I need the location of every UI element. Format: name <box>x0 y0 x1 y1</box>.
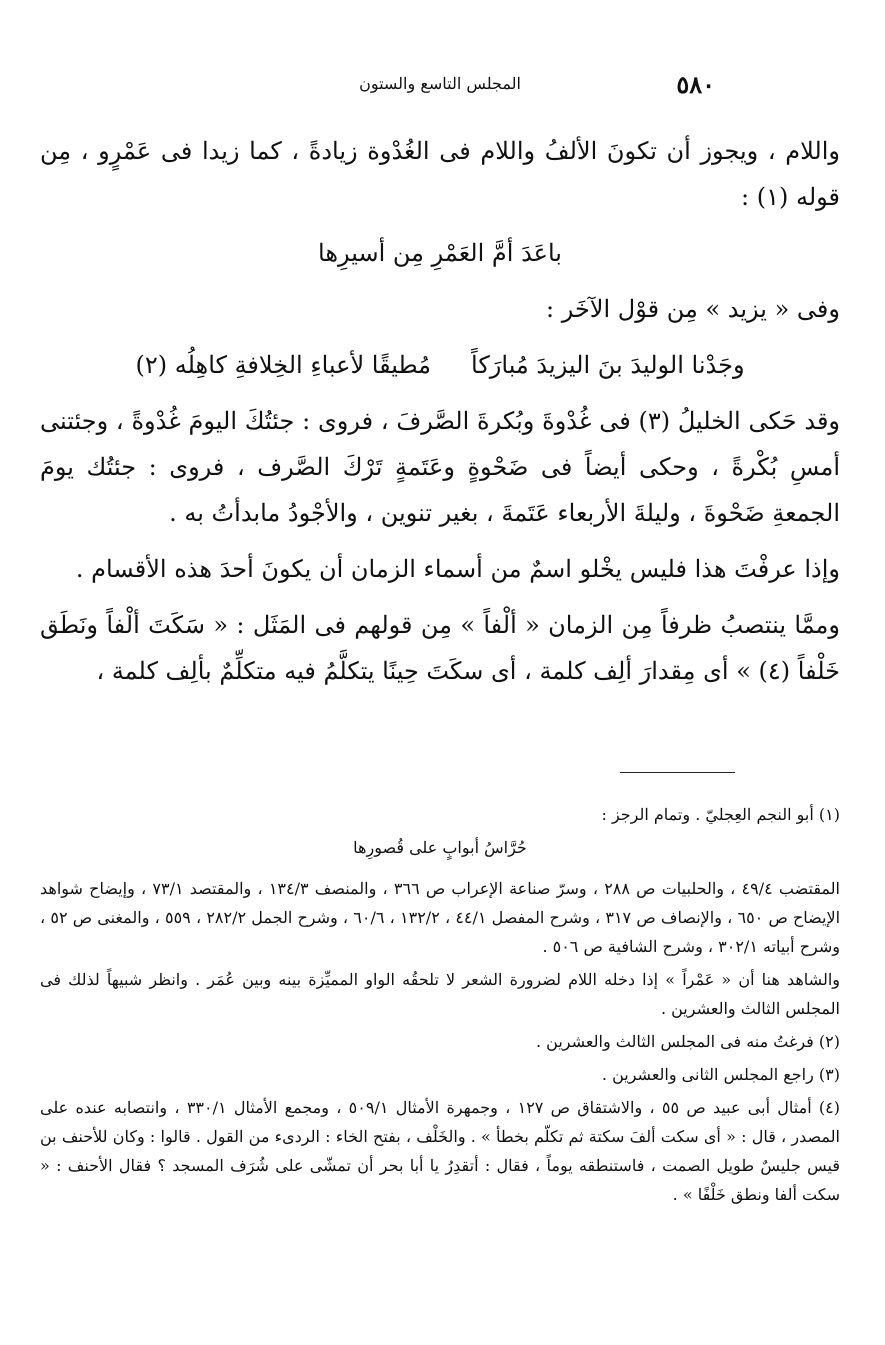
page-header <box>40 70 840 106</box>
footnote-verse: حُرَّاسُ أبوابٍ على قُصورِها <box>353 838 527 857</box>
footnote-3: (٣) راجع المجلس الثانى والعشرين . <box>601 1065 840 1084</box>
footnote-divider <box>620 772 735 773</box>
verse-line: باعَدَ أمَّ العَمْرِ مِن أسيرِها <box>318 239 562 267</box>
paragraph: وقد حَكى الخليلُ (٣) فى غُدْوةَ وبُكرةَ الصَّرفَ ، فروى : جئتُكَ اليومَ غُدْوةً ، وجئتنى أمسِ بُكْرةً ، وحكى أيضاً فى ضَحْوةٍ وعَتَمةٍ تَرْكَ الصَّرف ، فروى : جئتُك يومَ الجمعةِ ضَحْوةَ ، وليلةَ الأربعاء عَتَمةَ ، بغير تنوين ، والأجْودُ مابدأتُ به . <box>40 407 841 527</box>
paragraph: وإذا عرفْتَ هذا فليس يخْلو اسمٌ من أسماء الزمان أن يكونَ أحدَ هذه الأقسام . <box>75 555 840 583</box>
footnotes <box>40 800 840 1213</box>
paragraph: وممَّا ينتصبُ ظرفاً مِن الزمان « ألْفاً » مِن قولهم فى المَثَل : « سَكَتَ ألْفاً ونَطَق خَلْفاً (٤) » أى مِقدارَ ألِف كلمة ، أى سكَتَ حِينًا يتكلَّمُ فيه متكلِّمٌ بألِف كلمة ، <box>40 611 840 685</box>
chapter-title: المجلس التاسع والستون <box>359 74 521 93</box>
footnote-references: المقتضب ٤٩/٤ ، والحلبيات ص ٢٨٨ ، وسرّ صناعة الإعراب ص ٣٦٦ ، والمنصف ١٣٤/٣ ، والمقتصد ٧٣/١ ، وإيضاح شواهد الإيضاح ص ٦٥٠ ، والإنصاف ص ٣١٧ ، وشرح المفصل ٤٤/١ ، ١٣٢/٢ ، ٦٠/٦ ، وشرح الجمل ٢٨٢/٢ ، ٥٥٩ ، والمغنى ص ٥٢ ، وشرح أبياته ٣٠٢/١ ، وشرح الشافية ص ٥٠٦ . <box>40 879 841 956</box>
verse-hemistich-second: مُطيقًا لأعباءِ الخِلافةِ كاهِلُه (٢) <box>135 351 432 379</box>
verse-hemistich-first: وجَدْنا الوليدَ بنَ اليزيدَ مُبارَكاً <box>471 351 745 379</box>
footnote-2: (٢) فرغتُ منه فى المجلس الثالث والعشرين . <box>536 1032 840 1051</box>
page-number: ٥٨٠ <box>676 70 715 99</box>
footnote-note: والشاهد هنا أن « عَمْراً » إذا دخله اللام لضرورة الشعر لا تلحقُه الواو المميِّزة بينه وبين عُمَر . وانظر شبيهاً لذلك فى المجلس الثالث والعشرين . <box>40 970 840 1018</box>
verse-couplet <box>40 342 840 388</box>
main-text <box>40 128 840 704</box>
text-line: وفى « يزيد » مِن قوْل الآخَر : <box>546 295 840 323</box>
footnote-4: (٤) أمثال أبى عبيد ص ٥٥ ، والاشتقاق ص ١٢٧ ، وجمهرة الأمثال ٥٠٩/١ ، ومجمع الأمثال ٣٣٠/١ ، وانتصابه عنده على المصدر ، قال : « أى سكت ألفَ سكتة ثم تكلّم بخطأ » . والخَلْف ، بفتح الخاء : الردىء من القول . قالوا : وكان للأحنف بن قيس جليسٌ طويل الصمت ، فاستنطقه يوماً ، فقال : أتقدِرُ يا أبا بحر أن تمشّى على شُرَف المسجد ؟ فقال الأحنف : « سكت ألفا ونطق خَلْفًا » . <box>40 1098 841 1204</box>
text-line: واللام ، ويجوز أن تكونَ الألفُ واللام فى الغُدْوة زيادةً ، كما زيدا فى عَمْرٍو ، مِن قوله (١) : <box>40 137 840 211</box>
footnote-1: (١) أبو النجم العِجليّ . وتمام الرجز : <box>601 805 840 824</box>
